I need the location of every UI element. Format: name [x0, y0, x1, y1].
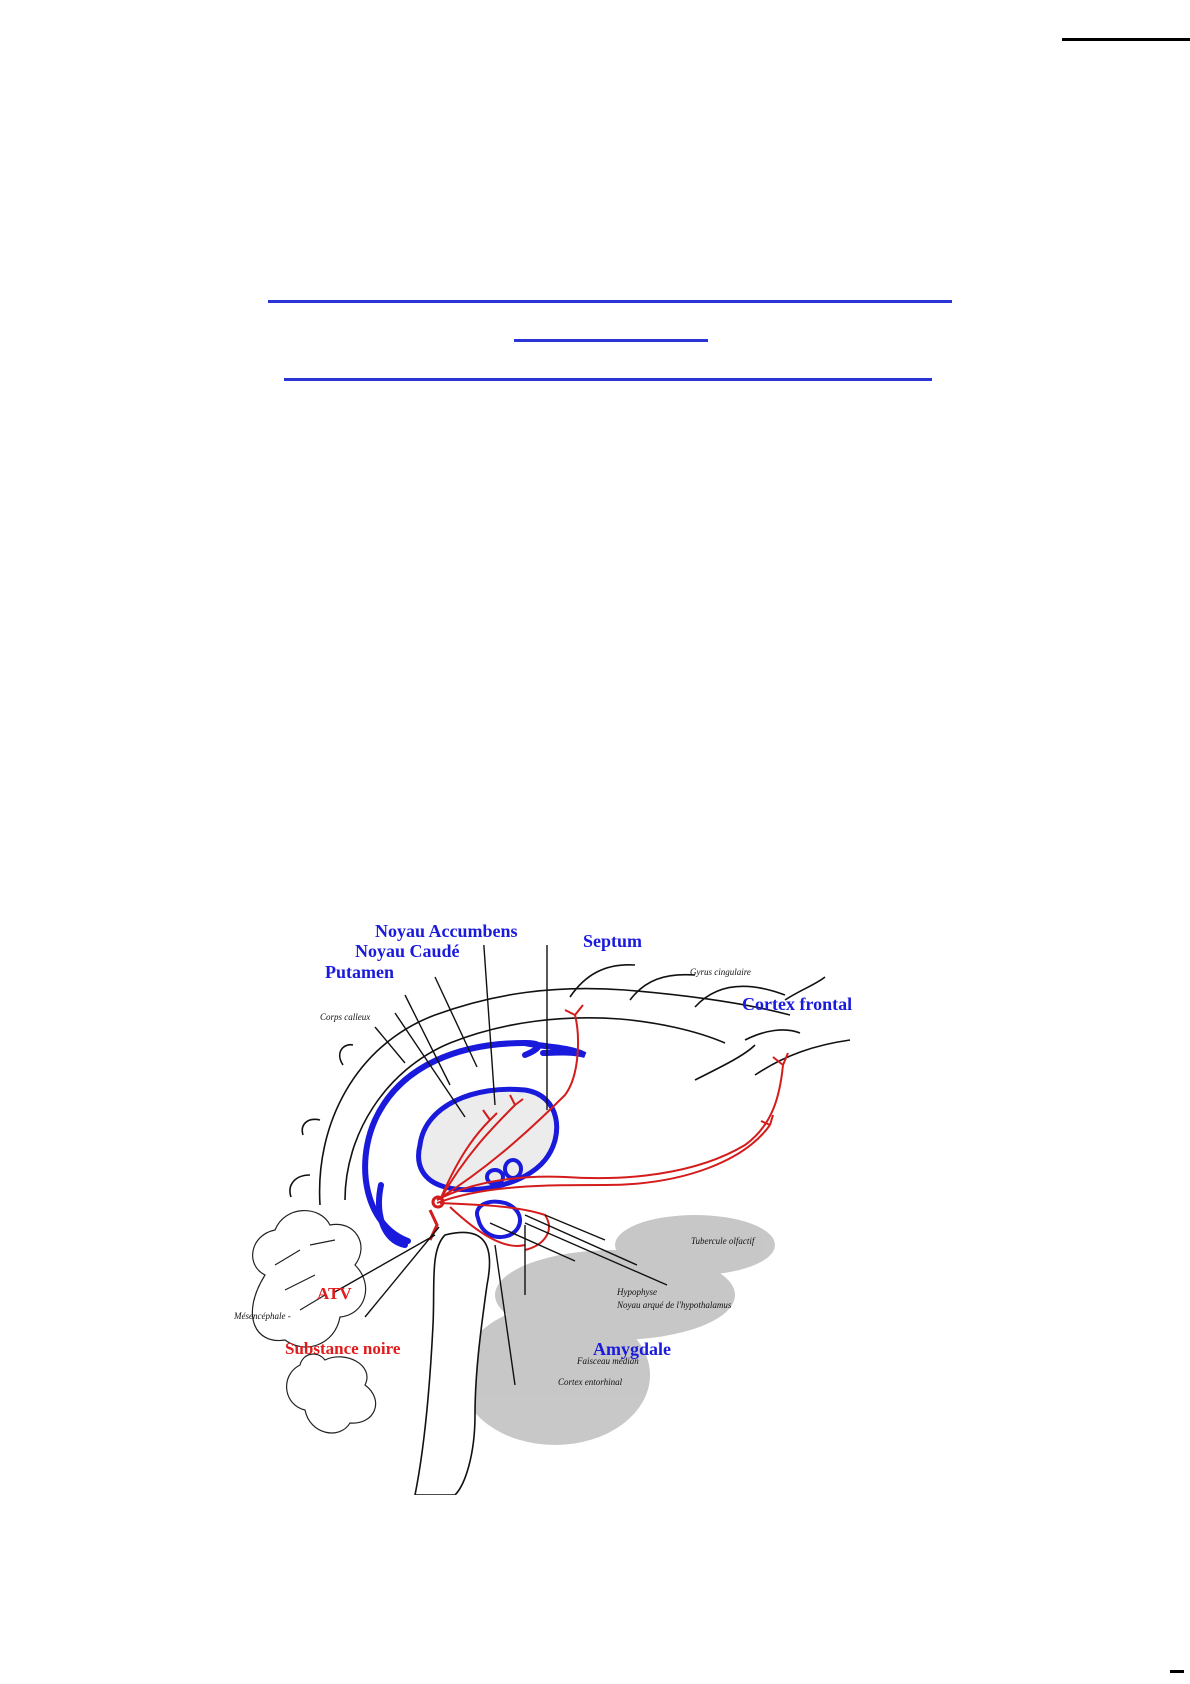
- label-noyau-caude: Noyau Caudé: [355, 941, 460, 961]
- label-atv: ATV: [317, 1284, 352, 1303]
- label-noyau-arque: Noyau arqué de l'hypothalamus: [617, 1300, 732, 1310]
- label-hypophyse: Hypophyse: [617, 1287, 657, 1297]
- label-septum: Septum: [583, 931, 643, 951]
- label-corps-calleux: Corps calleux: [320, 1012, 371, 1022]
- label-amygdale: Amygdale: [593, 1339, 671, 1359]
- top-right-rule: [1062, 38, 1190, 41]
- bottom-right-mark: [1170, 1670, 1184, 1673]
- brain-dopamine-pathways-figure: [225, 921, 870, 1495]
- label-substance-noire: Substance noire: [285, 1339, 401, 1358]
- link-underline-3[interactable]: [284, 378, 932, 381]
- label-putamen: Putamen: [325, 962, 394, 982]
- label-gyrus-cingulaire: Gyrus cingulaire: [690, 967, 751, 977]
- label-noyau-accumbens: Noyau Accumbens: [375, 921, 518, 941]
- label-tubercule-olfactif: Tubercule olfactif: [691, 1236, 755, 1246]
- link-underline-1[interactable]: [268, 300, 952, 303]
- label-mesencephale: Mésencéphale -: [234, 1311, 291, 1321]
- label-cortex-entorhinal: Cortex entorhinal: [558, 1377, 623, 1387]
- brain-diagram: [225, 945, 870, 1495]
- link-underline-2[interactable]: [514, 339, 708, 342]
- label-cortex-frontal: Cortex frontal: [742, 994, 853, 1014]
- label-faisceau-median: Faisceau médian: [577, 1356, 639, 1366]
